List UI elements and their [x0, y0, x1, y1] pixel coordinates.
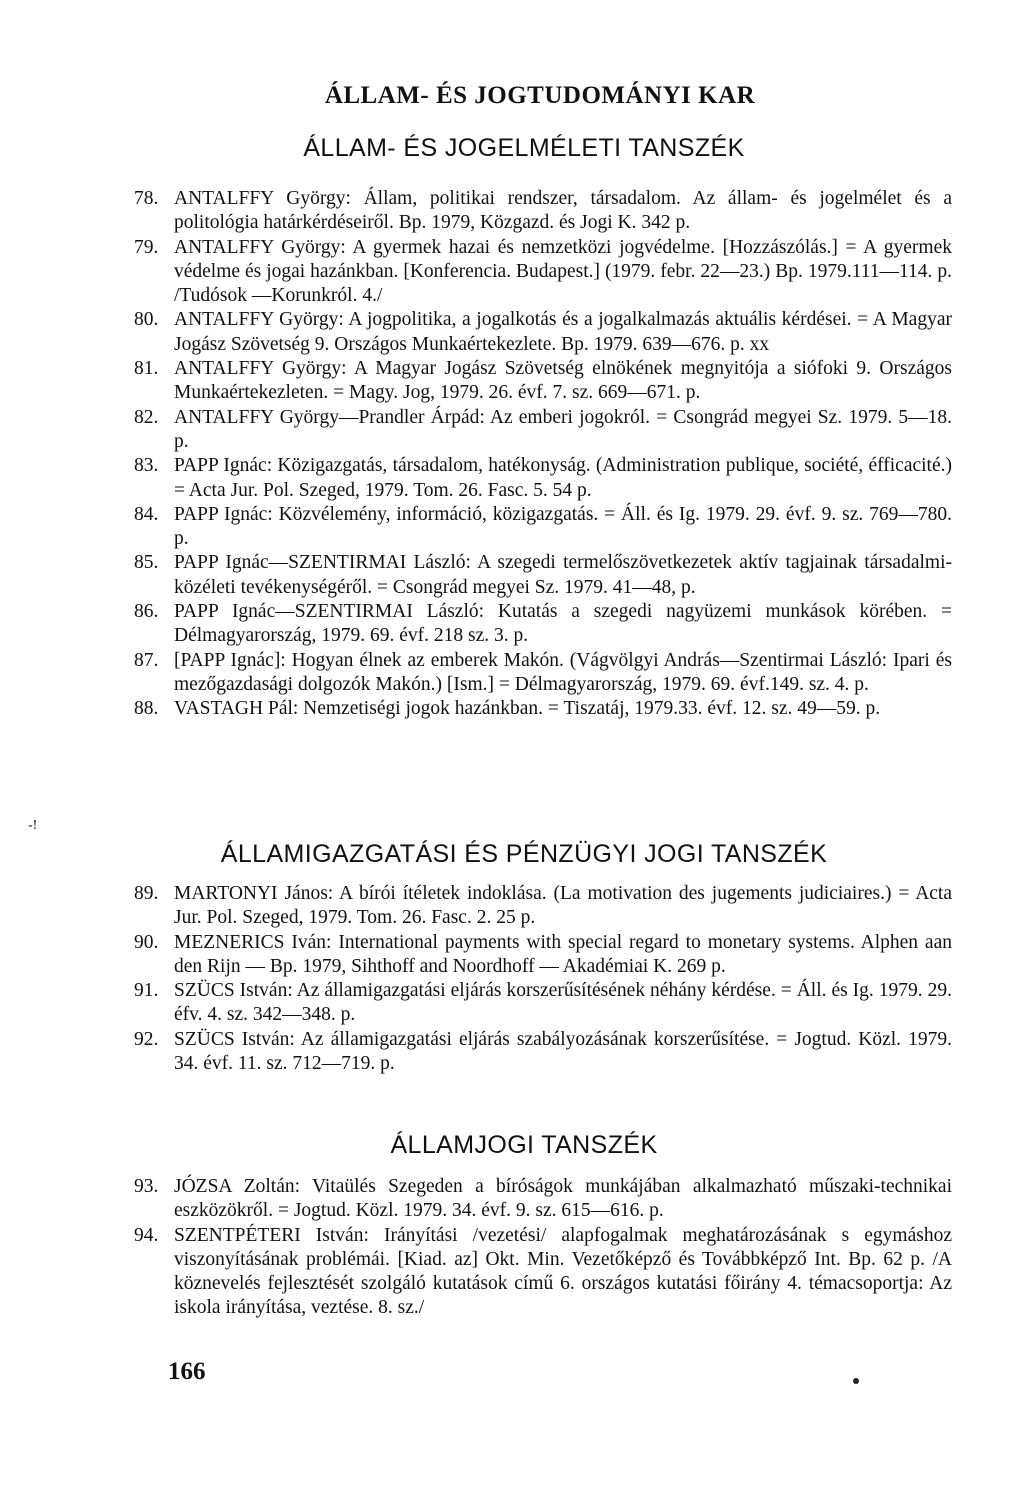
entry-text: ANTALFFY György: Állam, politikai rendszer, társadalom. Az állam- és jogelmélet és a politológia határkérdéseiről. Bp. 1979, Közgazd. és Jogi K. 342 p.	[174, 188, 952, 234]
list-item	[134, 308, 952, 357]
list-item	[134, 503, 952, 552]
entry-text: ANTALFFY György: A gyermek hazai és nemzetközi jogvédelme. [Hozzászólás.] = A gyermek védelme és jogai hazánkban. [Konferencia. Budapest.] (1979. febr. 22—23.) Bp. 1979.111—114. p. /Tudósok —Korunkról. 4./	[174, 236, 952, 307]
entry-text: PAPP Ignác: Közigazgatás, társadalom, hatékonyság. (Administration publique, société, éfficacité.) = Acta Jur. Pol. Szeged, 1979. Tom. 26. Fasc. 5. 54 p.	[174, 455, 952, 501]
entry-number: 91.	[134, 980, 159, 1002]
margin-mark: -!	[28, 818, 38, 833]
entry-number: 93.	[134, 1176, 159, 1197]
list-item	[134, 882, 952, 931]
list-item	[134, 979, 952, 1028]
list-item	[134, 357, 952, 406]
list-item	[134, 931, 952, 980]
list-item	[134, 1175, 952, 1224]
entry-number: 81.	[134, 358, 159, 380]
list-item	[134, 406, 952, 455]
entry-text: MEZNERICS Iván: International payments with special regard to monetary systems. Alphen aan den Rijn — Bp. 1979, Sihthoff and Noordhoff — Akadémiai K. 269 p.	[174, 931, 952, 977]
entry-number: 80.	[134, 309, 159, 331]
entry-text: JÓZSA Zoltán: Vitaülés Szegeden a bíróságok munkájában alkalmazható műszaki-technikai eszközökről. = Jogtud. Közl. 1979. 34. évf. 9. sz. 615—616. p.	[174, 1176, 952, 1222]
entry-text: MARTONYI János: A bírói ítéletek indoklása. (La motivation des jugements judiciaires.) = Acta Jur. Pol. Szeged, 1979. Tom. 26. Fasc. 2. 25 p.	[174, 883, 952, 929]
list-item	[134, 187, 952, 236]
section-heading: ÁLLAM- ÉS JOGELMÉLETI TANSZÉK	[303, 134, 745, 162]
entry-text: ANTALFFY György: A jogpolitika, a jogalkotás és a jogalkalmazás aktuális kérdései. = A Magyar Jogász Szövetség 9. Országos Munkaértekezlete. Bp. 1979. 639—676. p. xx	[174, 309, 952, 355]
section-heading: ÁLLAMIGAZGATÁSI ÉS PÉNZÜGYI JOGI TANSZÉK	[220, 840, 828, 868]
stray-dot	[853, 1378, 859, 1384]
entry-number: 78.	[134, 188, 159, 209]
entry-text: SZENTPÉTERI István: Irányítási /vezetési/ alapfogalmak meghatározásának s egymáshoz viszonyításának problémái. [Kiad. az] Okt. Min. Vezetőképző és Továbbképző Int. Bp. 62 p. /A köznevelés fejlesztését szolgáló kutatások című 6. országos kutatási főirány 4. témacsoportja: Az iskola irányítása, veztése. 8. sz./	[174, 1224, 952, 1319]
entry-text: PAPP Ignác: Közvélemény, információ, közigazgatás. = Áll. és Ig. 1979. 29. évf. 9. sz. 769—780. p.	[174, 503, 952, 550]
list-item	[134, 236, 952, 309]
entry-number: 90.	[134, 931, 159, 953]
list-item	[134, 697, 952, 721]
entry-text: VASTAGH Pál: Nemzetiségi jogok hazánkban. = Tiszatáj, 1979.33. évf. 12. sz. 49—59. p.	[174, 698, 881, 720]
entry-number: 86.	[134, 601, 159, 623]
faculty-title: ÁLLAM- ÉS JOGTUDOMÁNYI KAR	[324, 82, 756, 109]
entry-text: ANTALFFY György—Prandler Árpád: Az emberi jogokról. = Csongrád megyei Sz. 1979. 5—18. p.	[174, 406, 952, 452]
list-item	[134, 600, 952, 649]
entry-text: PAPP Ignác—SZENTIRMAI László: Kutatás a szegedi nagyüzemi munkások körében. = Délmagyarország, 1979. 69. évf. 218 sz. 3. p.	[174, 601, 952, 647]
page-number: 166	[168, 1358, 206, 1385]
list-item	[134, 454, 952, 503]
list-item	[134, 1028, 952, 1077]
entry-number: 88.	[134, 698, 159, 720]
entry-list	[134, 1175, 952, 1321]
entry-text: [PAPP Ignác]: Hogyan élnek az emberek Makón. (Vágvölgyi András—Szentirmai László: Ipari és mezőgazdasági dolgozók Makón.) [Ism.] = Délmagyarország, 1979. 69. évf.149. sz. 4. p.	[174, 649, 952, 695]
entry-text: ANTALFFY György: A Magyar Jogász Szövetség elnökének megnyitója a siófoki 9. Országos Munkaértekezleten. = Magy. Jog, 1979. 26. évf. 7. sz. 669—671. p.	[174, 358, 952, 404]
entry-number: 79.	[134, 236, 159, 258]
entry-number: 82.	[134, 406, 159, 428]
section-heading: ÁLLAMJOGI TANSZÉK	[390, 1131, 658, 1159]
entry-number: 94.	[134, 1224, 159, 1246]
entry-text: SZÜCS István: Az államigazgatási eljárás korszerűsítésének néhány kérdése. = Áll. és Ig. 1979. 29. éfv. 4. sz. 342—348. p.	[174, 980, 952, 1026]
entry-number: 83.	[134, 455, 159, 477]
entry-number: 92.	[134, 1028, 159, 1050]
list-item	[134, 649, 952, 698]
entry-list	[134, 187, 952, 722]
entry-number: 85.	[134, 552, 159, 574]
entry-number: 84.	[134, 503, 159, 525]
list-item	[134, 551, 952, 600]
entry-list	[134, 882, 952, 1076]
list-item	[134, 1224, 952, 1321]
entry-number: 89.	[134, 883, 159, 904]
entry-text: SZÜCS István: Az államigazgatási eljárás szabályozásának korszerűsítése. = Jogtud. Közl. 1979. 34. évf. 11. sz. 712—719. p.	[174, 1028, 952, 1075]
entry-text: PAPP Ignác—SZENTIRMAI László: A szegedi termelőszövetkezetek aktív tagjainak társadalmi-közéleti tevékenységéről. = Csongrád megyei Sz. 1979. 41—48, p.	[174, 552, 952, 598]
entry-number: 87.	[134, 649, 159, 671]
